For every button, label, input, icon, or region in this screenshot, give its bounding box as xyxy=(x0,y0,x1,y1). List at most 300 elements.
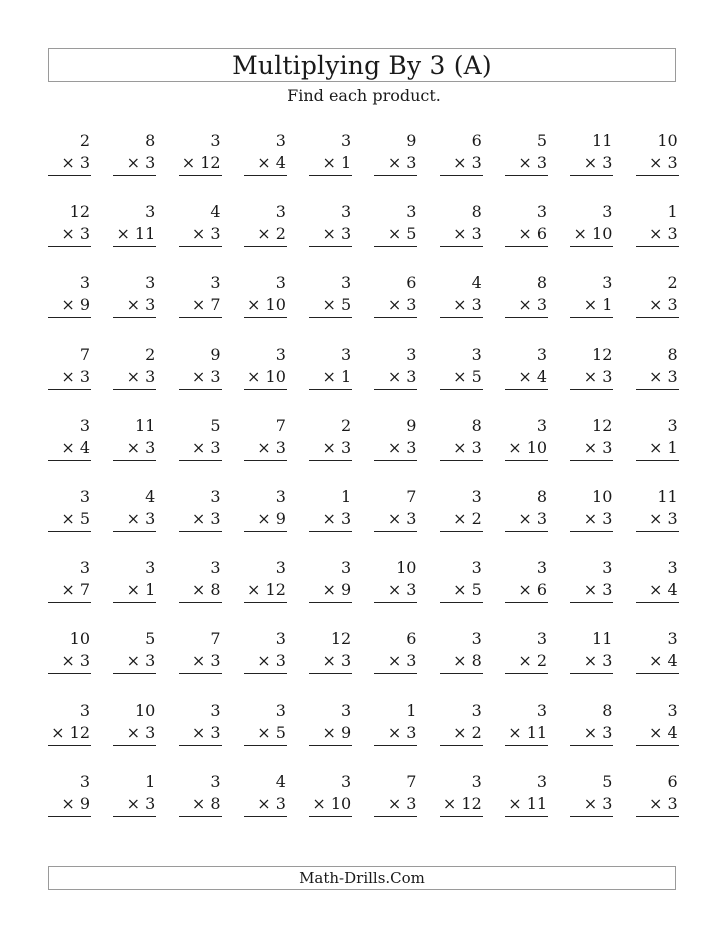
multiplicand: 3 xyxy=(471,771,482,791)
multiplier: × 1 xyxy=(309,366,352,390)
multiplier: × 3 xyxy=(179,650,222,674)
problem xyxy=(309,344,352,415)
multiplicand: 10 xyxy=(592,486,613,506)
problem xyxy=(309,700,352,771)
multiplier: × 12 xyxy=(179,152,222,176)
problem xyxy=(244,130,287,201)
multiplier: × 12 xyxy=(244,579,287,603)
multiplier: × 9 xyxy=(309,722,352,746)
multiplicand: 7 xyxy=(406,771,417,791)
multiplicand: 3 xyxy=(275,344,286,364)
problem xyxy=(244,201,287,272)
multiplicand: 12 xyxy=(330,629,352,649)
multiplicand: 3 xyxy=(667,700,678,720)
multiplicand: 3 xyxy=(145,202,156,222)
multiplier: × 3 xyxy=(309,223,352,247)
multiplier: × 4 xyxy=(48,437,91,461)
multiplier: × 3 xyxy=(48,152,91,176)
problem xyxy=(570,700,613,771)
multiplicand: 3 xyxy=(602,202,613,222)
problem xyxy=(244,771,287,842)
multiplicand: 10 xyxy=(134,700,156,720)
multiplicand: 3 xyxy=(79,700,90,720)
problem xyxy=(113,557,156,628)
problem xyxy=(440,700,483,771)
problem-row xyxy=(48,700,688,771)
problem xyxy=(636,557,679,628)
multiplicand: 8 xyxy=(536,486,548,506)
multiplicand: 3 xyxy=(341,202,352,222)
problem xyxy=(113,201,156,272)
problem xyxy=(179,700,222,771)
multiplicand: 3 xyxy=(341,131,352,150)
multiplicand: 7 xyxy=(406,486,417,506)
multiplicand: 3 xyxy=(275,202,286,222)
multiplicand: 3 xyxy=(667,415,678,435)
multiplicand: 2 xyxy=(341,415,352,435)
multiplicand: 8 xyxy=(145,131,156,150)
multiplier: × 9 xyxy=(244,508,287,532)
problem xyxy=(113,486,156,557)
multiplier: × 3 xyxy=(505,152,548,176)
multiplicand: 6 xyxy=(406,629,417,649)
problem xyxy=(309,415,352,486)
multiplicand: 4 xyxy=(471,273,482,293)
multiplier: × 3 xyxy=(244,650,287,674)
problem xyxy=(374,557,417,628)
multiplicand: 3 xyxy=(341,700,352,720)
problem xyxy=(113,130,156,201)
multiplier: × 3 xyxy=(48,223,91,247)
problem xyxy=(309,486,352,557)
problem-row xyxy=(48,771,688,842)
multiplicand: 3 xyxy=(667,558,678,578)
problem xyxy=(374,272,417,343)
multiplier: × 11 xyxy=(505,722,548,746)
multiplier: × 1 xyxy=(570,294,613,318)
multiplier: × 7 xyxy=(179,294,222,318)
multiplier: × 10 xyxy=(244,366,287,390)
multiplier: × 3 xyxy=(636,223,679,247)
multiplier: × 5 xyxy=(244,722,287,746)
multiplier: × 3 xyxy=(570,437,613,461)
problem-row xyxy=(48,272,688,343)
footer-box xyxy=(48,866,676,890)
problem xyxy=(179,557,222,628)
multiplier: × 3 xyxy=(113,366,156,390)
multiplier: × 4 xyxy=(505,366,548,390)
problem xyxy=(505,344,548,415)
problem xyxy=(440,130,483,201)
problem-row xyxy=(48,201,688,272)
problem xyxy=(179,628,222,699)
problem xyxy=(505,486,548,557)
multiplier: × 3 xyxy=(440,223,483,247)
problem xyxy=(505,415,548,486)
multiplicand: 11 xyxy=(134,415,156,435)
problem xyxy=(374,486,417,557)
multiplier: × 3 xyxy=(309,650,352,674)
multiplier: × 7 xyxy=(48,579,91,603)
multiplicand: 3 xyxy=(602,273,613,293)
multiplier: × 3 xyxy=(636,294,679,318)
multiplicand: 3 xyxy=(210,700,221,720)
multiplicand: 3 xyxy=(145,273,156,293)
problem xyxy=(636,201,679,272)
multiplicand: 11 xyxy=(592,131,613,150)
problem xyxy=(48,415,91,486)
problem xyxy=(440,771,483,842)
multiplicand: 8 xyxy=(471,415,482,435)
problem xyxy=(113,628,156,699)
multiplier: × 5 xyxy=(374,223,417,247)
multiplicand: 4 xyxy=(275,771,286,791)
problem xyxy=(244,344,287,415)
multiplier: × 5 xyxy=(440,366,483,390)
problem xyxy=(570,771,613,842)
multiplicand: 3 xyxy=(471,486,482,506)
multiplier: × 2 xyxy=(440,508,483,532)
multiplicand: 3 xyxy=(667,629,678,649)
multiplicand: 3 xyxy=(536,202,548,222)
multiplicand: 3 xyxy=(406,202,417,222)
multiplicand: 3 xyxy=(341,273,352,293)
multiplicand: 9 xyxy=(406,415,417,435)
multiplicand: 12 xyxy=(69,202,90,222)
problem xyxy=(505,272,548,343)
multiplier: × 3 xyxy=(113,722,156,746)
multiplier: × 3 xyxy=(179,223,222,247)
multiplicand: 12 xyxy=(592,415,613,435)
problem xyxy=(244,628,287,699)
multiplier: × 9 xyxy=(48,793,91,817)
multiplicand: 3 xyxy=(210,273,221,293)
multiplicand: 3 xyxy=(341,344,352,364)
multiplicand: 3 xyxy=(471,629,482,649)
multiplicand: 6 xyxy=(406,273,417,293)
problem xyxy=(440,201,483,272)
problem xyxy=(309,557,352,628)
multiplier: × 4 xyxy=(244,152,287,176)
problem xyxy=(179,272,222,343)
problem xyxy=(48,700,91,771)
multiplicand: 10 xyxy=(396,558,417,578)
multiplier: × 8 xyxy=(179,579,222,603)
multiplier: × 3 xyxy=(113,793,156,817)
multiplicand: 10 xyxy=(69,629,90,649)
problem xyxy=(636,700,679,771)
multiplier: × 3 xyxy=(179,508,222,532)
instructions: Find each product. xyxy=(287,86,441,105)
multiplier: × 11 xyxy=(113,223,156,247)
problem xyxy=(113,344,156,415)
multiplicand: 4 xyxy=(145,486,156,506)
multiplier: × 6 xyxy=(505,223,548,247)
problem xyxy=(179,344,222,415)
multiplier: × 3 xyxy=(570,366,613,390)
problem xyxy=(505,700,548,771)
multiplicand: 3 xyxy=(602,558,613,578)
problem xyxy=(505,130,548,201)
multiplier: × 3 xyxy=(636,508,679,532)
multiplier: × 4 xyxy=(636,579,679,603)
multiplicand: 3 xyxy=(536,415,548,435)
problem xyxy=(374,201,417,272)
multiplicand: 7 xyxy=(79,344,90,364)
multiplier: × 8 xyxy=(179,793,222,817)
multiplier: × 3 xyxy=(309,508,352,532)
multiplicand: 3 xyxy=(536,344,548,364)
multiplicand: 5 xyxy=(536,131,548,150)
problem-row xyxy=(48,486,688,557)
multiplicand: 8 xyxy=(471,202,482,222)
multiplier: × 3 xyxy=(636,366,679,390)
problem xyxy=(309,201,352,272)
multiplicand: 10 xyxy=(657,131,678,150)
multiplier: × 3 xyxy=(113,508,156,532)
multiplier: × 3 xyxy=(374,508,417,532)
multiplier: × 1 xyxy=(636,437,679,461)
multiplicand: 3 xyxy=(210,558,221,578)
multiplier: × 9 xyxy=(48,294,91,318)
problem xyxy=(374,344,417,415)
problem xyxy=(48,557,91,628)
problem xyxy=(309,628,352,699)
multiplicand: 1 xyxy=(667,202,678,222)
multiplier: × 2 xyxy=(440,722,483,746)
multiplier: × 3 xyxy=(636,793,679,817)
problem xyxy=(48,771,91,842)
multiplicand: 12 xyxy=(592,344,613,364)
multiplicand: 3 xyxy=(275,700,286,720)
problem xyxy=(179,486,222,557)
problem xyxy=(440,272,483,343)
multiplier: × 10 xyxy=(570,223,613,247)
multiplier: × 3 xyxy=(374,650,417,674)
multiplier: × 3 xyxy=(570,508,613,532)
multiplicand: 3 xyxy=(275,558,286,578)
footer-text: Math-Drills.Com xyxy=(299,868,425,887)
multiplier: × 4 xyxy=(636,650,679,674)
multiplicand: 3 xyxy=(536,629,548,649)
problem xyxy=(636,344,679,415)
problem xyxy=(570,201,613,272)
multiplicand: 1 xyxy=(145,771,156,791)
multiplier: × 3 xyxy=(374,722,417,746)
multiplier: × 3 xyxy=(570,793,613,817)
multiplicand: 5 xyxy=(210,415,221,435)
multiplicand: 3 xyxy=(341,771,352,791)
multiplier: × 3 xyxy=(440,152,483,176)
multiplier: × 3 xyxy=(374,294,417,318)
problem xyxy=(309,771,352,842)
multiplicand: 2 xyxy=(667,273,678,293)
multiplier: × 6 xyxy=(505,579,548,603)
multiplier: × 8 xyxy=(440,650,483,674)
multiplicand: 3 xyxy=(406,344,417,364)
multiplicand: 9 xyxy=(406,131,417,150)
problem-row xyxy=(48,628,688,699)
multiplier: × 10 xyxy=(505,437,548,461)
multiplier: × 3 xyxy=(570,650,613,674)
problem xyxy=(570,415,613,486)
problem xyxy=(309,130,352,201)
multiplicand: 3 xyxy=(275,131,286,150)
problem xyxy=(48,486,91,557)
multiplier: × 3 xyxy=(374,366,417,390)
problem xyxy=(374,771,417,842)
problem xyxy=(374,130,417,201)
multiplicand: 1 xyxy=(341,486,352,506)
problem xyxy=(440,486,483,557)
problem xyxy=(570,272,613,343)
problem xyxy=(244,415,287,486)
multiplicand: 11 xyxy=(657,486,678,506)
problem xyxy=(636,486,679,557)
problem-row xyxy=(48,130,688,201)
problem xyxy=(636,130,679,201)
problem xyxy=(48,628,91,699)
multiplicand: 3 xyxy=(275,273,286,293)
problem xyxy=(505,201,548,272)
problem xyxy=(179,415,222,486)
multiplicand: 3 xyxy=(536,558,548,578)
title-box xyxy=(48,48,676,82)
multiplicand: 3 xyxy=(471,344,482,364)
multiplier: × 3 xyxy=(505,294,548,318)
multiplicand: 3 xyxy=(210,771,221,791)
multiplier: × 3 xyxy=(244,437,287,461)
problem xyxy=(374,700,417,771)
multiplier: × 3 xyxy=(309,437,352,461)
multiplier: × 3 xyxy=(113,152,156,176)
problem xyxy=(179,771,222,842)
problem xyxy=(179,130,222,201)
multiplier: × 1 xyxy=(113,579,156,603)
problem xyxy=(48,201,91,272)
problem xyxy=(244,486,287,557)
multiplier: × 3 xyxy=(440,294,483,318)
problem xyxy=(244,272,287,343)
multiplicand: 2 xyxy=(145,344,156,364)
multiplier: × 11 xyxy=(505,793,548,817)
multiplier: × 3 xyxy=(374,579,417,603)
multiplicand: 5 xyxy=(145,629,156,649)
problem xyxy=(636,771,679,842)
multiplicand: 3 xyxy=(471,700,482,720)
multiplier: × 3 xyxy=(570,152,613,176)
problem xyxy=(636,415,679,486)
multiplicand: 3 xyxy=(79,558,90,578)
multiplicand: 6 xyxy=(667,771,678,791)
problem xyxy=(113,415,156,486)
multiplier: × 12 xyxy=(440,793,483,817)
problem-row xyxy=(48,415,688,486)
problem xyxy=(505,771,548,842)
multiplicand: 3 xyxy=(471,558,482,578)
multiplier: × 3 xyxy=(570,579,613,603)
multiplicand: 3 xyxy=(79,415,90,435)
problem xyxy=(374,415,417,486)
problem xyxy=(440,344,483,415)
problem xyxy=(179,201,222,272)
multiplicand: 8 xyxy=(602,700,613,720)
problem xyxy=(113,272,156,343)
multiplicand: 2 xyxy=(79,131,90,150)
multiplier: × 3 xyxy=(113,294,156,318)
multiplicand: 4 xyxy=(210,202,221,222)
multiplier: × 3 xyxy=(48,366,91,390)
multiplier: × 3 xyxy=(374,437,417,461)
multiplicand: 3 xyxy=(79,771,90,791)
multiplicand: 8 xyxy=(667,344,678,364)
multiplier: × 3 xyxy=(179,366,222,390)
multiplicand: 11 xyxy=(592,629,613,649)
multiplier: × 12 xyxy=(48,722,91,746)
problem xyxy=(374,628,417,699)
problem-row xyxy=(48,557,688,628)
multiplier: × 2 xyxy=(505,650,548,674)
multiplicand: 3 xyxy=(79,486,90,506)
multiplier: × 3 xyxy=(179,722,222,746)
multiplier: × 2 xyxy=(244,223,287,247)
multiplier: × 3 xyxy=(505,508,548,532)
problem xyxy=(440,557,483,628)
multiplier: × 1 xyxy=(309,152,352,176)
multiplier: × 3 xyxy=(48,650,91,674)
multiplier: × 5 xyxy=(48,508,91,532)
multiplier: × 9 xyxy=(309,579,352,603)
multiplier: × 5 xyxy=(440,579,483,603)
multiplier: × 3 xyxy=(570,722,613,746)
multiplicand: 3 xyxy=(210,131,221,150)
multiplicand: 9 xyxy=(210,344,221,364)
multiplier: × 5 xyxy=(309,294,352,318)
multiplier: × 3 xyxy=(374,152,417,176)
problem xyxy=(48,344,91,415)
multiplicand: 5 xyxy=(602,771,613,791)
problem xyxy=(570,486,613,557)
multiplicand: 3 xyxy=(210,486,221,506)
multiplier: × 3 xyxy=(179,437,222,461)
problem xyxy=(570,344,613,415)
multiplier: × 3 xyxy=(440,437,483,461)
problem-grid xyxy=(48,130,688,842)
multiplicand: 3 xyxy=(341,558,352,578)
problem xyxy=(113,771,156,842)
multiplier: × 3 xyxy=(244,793,287,817)
problem xyxy=(244,557,287,628)
problem xyxy=(636,628,679,699)
page-title: Multiplying By 3 (A) xyxy=(232,50,492,80)
problem xyxy=(48,130,91,201)
multiplicand: 7 xyxy=(210,629,221,649)
multiplier: × 3 xyxy=(113,437,156,461)
problem xyxy=(244,700,287,771)
multiplicand: 3 xyxy=(79,273,90,293)
problem xyxy=(636,272,679,343)
problem xyxy=(570,628,613,699)
problem xyxy=(113,700,156,771)
problem xyxy=(440,628,483,699)
multiplicand: 6 xyxy=(471,131,482,150)
multiplier: × 10 xyxy=(244,294,287,318)
problem xyxy=(505,628,548,699)
multiplicand: 3 xyxy=(145,558,156,578)
problem xyxy=(570,130,613,201)
multiplicand: 3 xyxy=(536,700,548,720)
problem xyxy=(505,557,548,628)
